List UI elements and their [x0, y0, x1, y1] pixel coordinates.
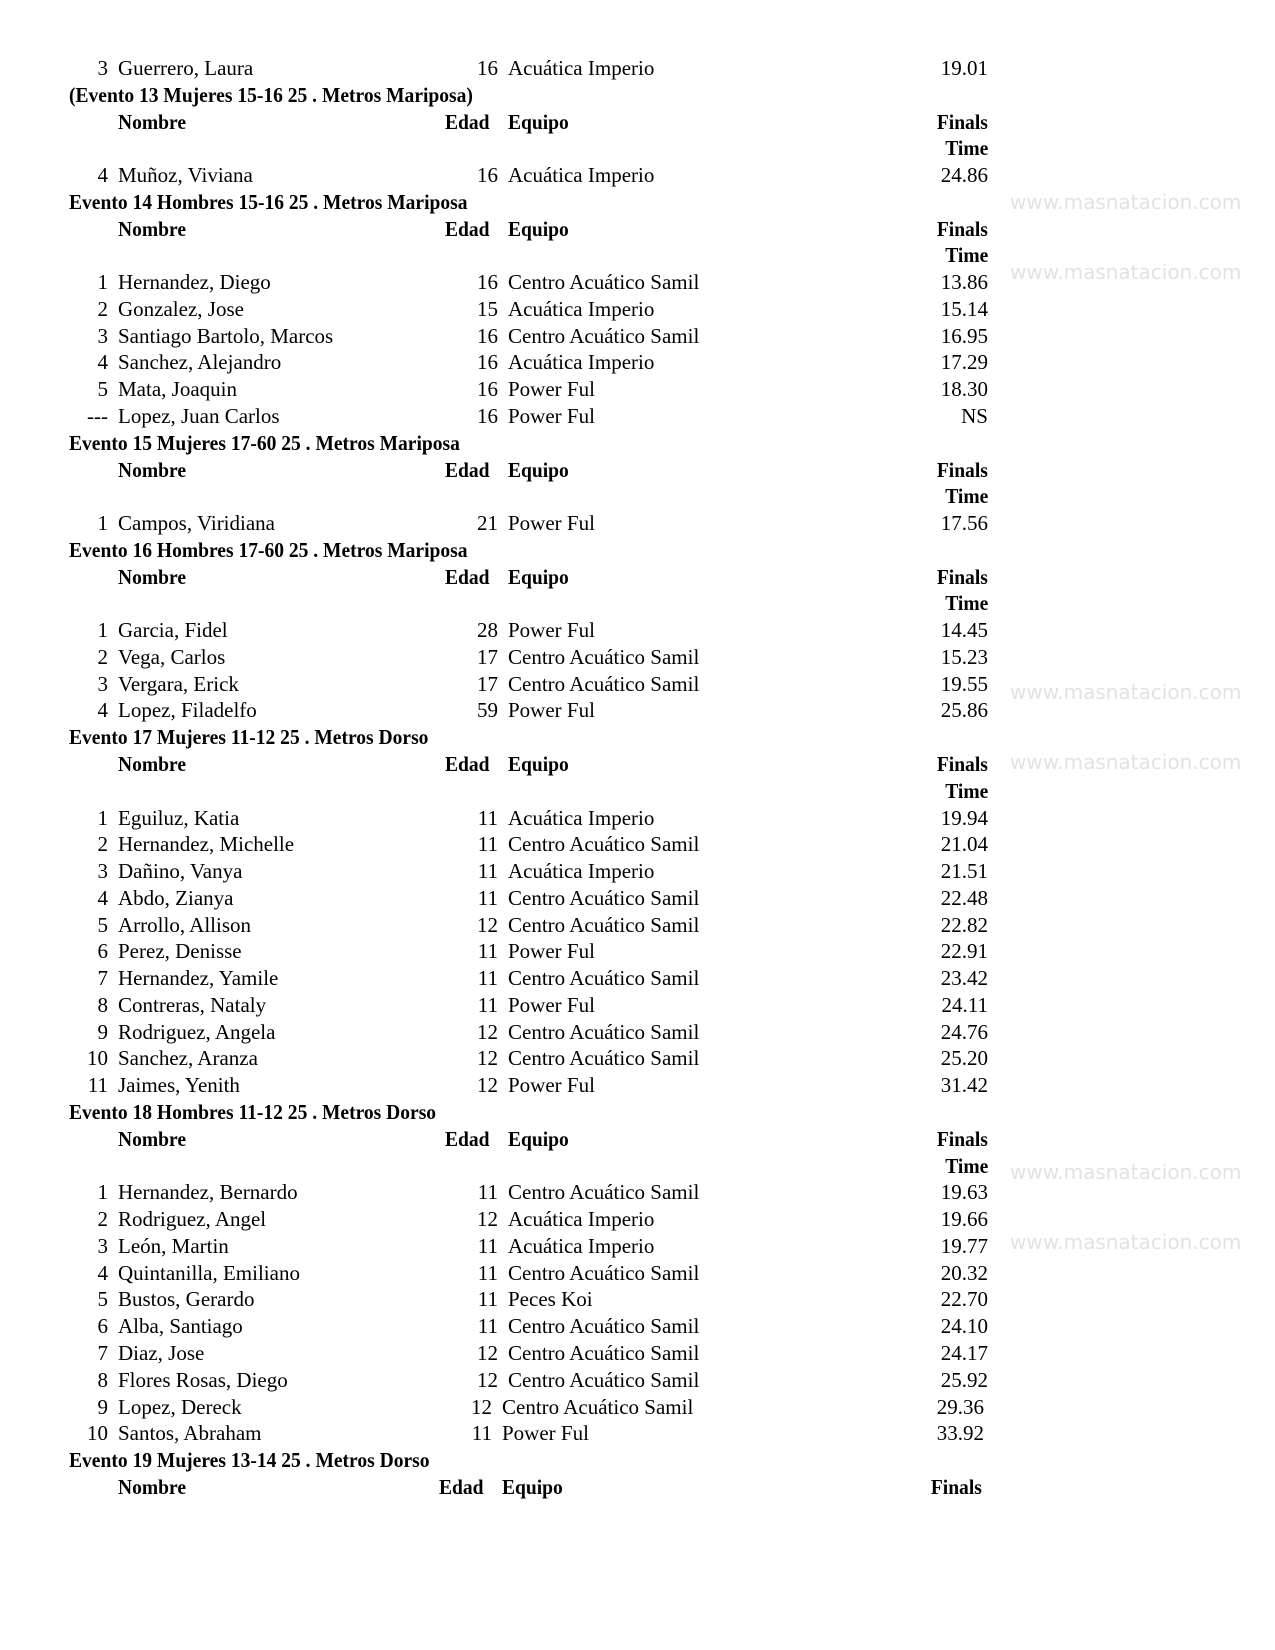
- finals-time: 15.23: [940, 644, 988, 669]
- header-time: Time: [944, 484, 988, 509]
- team: Acuática Imperio: [508, 1233, 655, 1258]
- team: Power Ful: [508, 618, 595, 643]
- finals-time: 17.29: [940, 350, 988, 375]
- age: 11: [477, 992, 498, 1017]
- finals-time: 17.56: [940, 511, 988, 536]
- place: 1: [97, 511, 108, 536]
- place: 10: [87, 1421, 108, 1446]
- place: 8: [97, 992, 108, 1017]
- finals-time: 19.63: [940, 1180, 988, 1205]
- column-header-time: [0, 135, 1000, 161]
- finals-time: 29.36: [936, 1394, 984, 1419]
- result-row: [0, 1206, 1000, 1232]
- age: 12: [477, 1046, 498, 1071]
- finals-time: 16.95: [940, 323, 988, 348]
- swimmer-name: Quintanilla, Emiliano: [118, 1260, 300, 1285]
- finals-time: 21.04: [940, 832, 988, 857]
- header-finals: Finals: [936, 752, 988, 777]
- header-age: Edad: [445, 109, 490, 134]
- age: 11: [477, 1287, 498, 1312]
- event-title-text: Evento 18 Hombres 11-12 25 . Metros Dorso: [69, 1100, 437, 1125]
- result-row: [0, 296, 1000, 322]
- age: 16: [477, 270, 498, 295]
- place: 2: [97, 1207, 108, 1232]
- finals-time: 25.86: [940, 698, 988, 723]
- column-header-time: [0, 242, 1000, 268]
- event-title: [0, 724, 1000, 750]
- swimmer-name: Lopez, Dereck: [118, 1394, 242, 1419]
- result-row: [0, 805, 1000, 831]
- age: 15: [477, 296, 498, 321]
- age: 11: [477, 1233, 498, 1258]
- place: 4: [97, 885, 108, 910]
- place: 10: [87, 1046, 108, 1071]
- result-row: [0, 1045, 1000, 1071]
- age: 16: [477, 350, 498, 375]
- result-row: [0, 938, 1000, 964]
- age: 11: [477, 859, 498, 884]
- age: 11: [477, 1314, 498, 1339]
- place: 5: [97, 912, 108, 937]
- age: 16: [477, 377, 498, 402]
- place: 3: [97, 323, 108, 348]
- place: 4: [97, 350, 108, 375]
- finals-time: 18.30: [940, 377, 988, 402]
- finals-time: 24.17: [940, 1340, 988, 1365]
- place: ---: [87, 404, 108, 428]
- header-team: Equipo: [508, 457, 569, 482]
- swimmer-name: León, Martin: [118, 1233, 229, 1258]
- swimmer-name: Rodriguez, Angela: [118, 1019, 276, 1044]
- finals-time: 24.76: [940, 1019, 988, 1044]
- place: 8: [97, 1367, 108, 1392]
- swimmer-name: Abdo, Zianya: [118, 885, 234, 910]
- age: 12: [477, 1340, 498, 1365]
- event-title: [0, 82, 1000, 108]
- age: 11: [477, 832, 498, 857]
- event-title: [0, 430, 1000, 456]
- team: Centro Acuático Samil: [508, 323, 700, 348]
- place: 3: [97, 859, 108, 884]
- place: 1: [97, 805, 108, 830]
- age: 17: [477, 644, 498, 669]
- team: Centro Acuático Samil: [508, 671, 700, 696]
- place: 1: [97, 1180, 108, 1205]
- team: Power Ful: [508, 698, 595, 723]
- finals-time: 21.51: [940, 859, 988, 884]
- header-age: Edad: [445, 457, 490, 482]
- age: 11: [471, 1421, 492, 1446]
- header-team: Equipo: [508, 216, 569, 241]
- finals-time: 19.55: [940, 671, 988, 696]
- result-row: [0, 1420, 1000, 1446]
- swimmer-name: Alba, Santiago: [118, 1314, 243, 1339]
- event-title-text: Evento 14 Hombres 15-16 25 . Metros Mariposa: [69, 189, 468, 214]
- age: 11: [477, 966, 498, 991]
- header-team: Equipo: [508, 1126, 569, 1151]
- place: 9: [97, 1394, 108, 1419]
- header-age: Edad: [445, 216, 490, 241]
- swimmer-name: Mata, Joaquin: [118, 377, 237, 402]
- header-team: Equipo: [502, 1474, 563, 1499]
- header-name: Nombre: [118, 109, 186, 134]
- age: 11: [477, 1180, 498, 1205]
- column-header: [0, 1474, 1000, 1500]
- place: 9: [97, 1019, 108, 1044]
- team: Centro Acuático Samil: [502, 1394, 694, 1419]
- age: 16: [477, 323, 498, 348]
- result-row: [0, 323, 1000, 349]
- result-row: [0, 403, 1000, 429]
- header-team: Equipo: [508, 564, 569, 589]
- age: 59: [477, 698, 498, 723]
- header-time: Time: [944, 1153, 988, 1178]
- column-header: [0, 457, 1000, 483]
- header-finals: Finals: [930, 1474, 982, 1499]
- result-row: [0, 1340, 1000, 1366]
- swimmer-name: Muñoz, Viviana: [118, 163, 253, 188]
- result-row: [0, 349, 1000, 375]
- watermark: www.masnatacion.com: [1010, 190, 1242, 214]
- header-finals: Finals: [936, 564, 988, 589]
- place: 11: [87, 1073, 108, 1098]
- swimmer-name: Gonzalez, Jose: [118, 296, 244, 321]
- result-row: [0, 1313, 1000, 1339]
- place: 2: [97, 296, 108, 321]
- column-header: [0, 564, 1000, 590]
- finals-time: 24.86: [940, 163, 988, 188]
- place: 2: [97, 644, 108, 669]
- watermark: www.masnatacion.com: [1010, 1160, 1242, 1184]
- swimmer-name: Diaz, Jose: [118, 1340, 205, 1365]
- team: Centro Acuático Samil: [508, 885, 700, 910]
- place: 7: [97, 966, 108, 991]
- result-row: [0, 1233, 1000, 1259]
- swimmer-name: Vega, Carlos: [118, 644, 226, 669]
- age: 12: [477, 1207, 498, 1232]
- team: Acuática Imperio: [508, 163, 655, 188]
- header-team: Equipo: [508, 752, 569, 777]
- team: Centro Acuático Samil: [508, 1340, 700, 1365]
- place: 1: [97, 618, 108, 643]
- result-row: [0, 1286, 1000, 1312]
- result-row: [0, 831, 1000, 857]
- age: 11: [477, 1260, 498, 1285]
- finals-time: 25.92: [940, 1367, 988, 1392]
- team: Power Ful: [502, 1421, 589, 1446]
- header-age: Edad: [445, 752, 490, 777]
- team: Centro Acuático Samil: [508, 1314, 700, 1339]
- result-row: [0, 671, 1000, 697]
- age: 16: [477, 404, 498, 428]
- team: Acuática Imperio: [508, 1207, 655, 1232]
- team: Centro Acuático Samil: [508, 966, 700, 991]
- team: Centro Acuático Samil: [508, 1260, 700, 1285]
- swimmer-name: Arrollo, Allison: [118, 912, 252, 937]
- header-time: Time: [944, 591, 988, 616]
- team: Power Ful: [508, 992, 595, 1017]
- result-row: [0, 1260, 1000, 1286]
- finals-time: NS: [961, 404, 988, 428]
- team: Centro Acuático Samil: [508, 1180, 700, 1205]
- team: Acuática Imperio: [508, 296, 655, 321]
- team: Centro Acuático Samil: [508, 832, 700, 857]
- event-title: [0, 537, 1000, 563]
- result-row: [0, 55, 1000, 81]
- swimmer-name: Hernandez, Bernardo: [118, 1180, 298, 1205]
- event-title-text: Evento 19 Mujeres 13-14 25 . Metros Dorso: [69, 1448, 430, 1473]
- finals-time: 19.01: [940, 56, 988, 80]
- finals-time: 25.20: [940, 1046, 988, 1071]
- result-row: [0, 1394, 1000, 1420]
- header-name: Nombre: [118, 216, 186, 241]
- swimmer-name: Garcia, Fidel: [118, 618, 228, 643]
- team: Centro Acuático Samil: [508, 644, 700, 669]
- header-age: Edad: [445, 564, 490, 589]
- swimmer-name: Sanchez, Alejandro: [118, 350, 282, 375]
- team: Acuática Imperio: [508, 350, 655, 375]
- finals-time: 24.11: [941, 992, 988, 1017]
- age: 28: [477, 618, 498, 643]
- swimmer-name: Vergara, Erick: [118, 671, 239, 696]
- result-row: [0, 992, 1000, 1018]
- result-row: [0, 510, 1000, 536]
- age: 12: [471, 1394, 492, 1419]
- finals-time: 20.32: [940, 1260, 988, 1285]
- result-row: [0, 1072, 1000, 1098]
- swimmer-name: Lopez, Filadelfo: [118, 698, 257, 723]
- age: 16: [477, 56, 498, 80]
- swimmer-name: Lopez, Juan Carlos: [118, 404, 280, 428]
- finals-time: 22.70: [940, 1287, 988, 1312]
- place: 1: [97, 270, 108, 295]
- header-finals: Finals: [936, 216, 988, 241]
- result-row: [0, 965, 1000, 991]
- header-team: Equipo: [508, 109, 569, 134]
- swimmer-name: Hernandez, Diego: [118, 270, 271, 295]
- header-time: Time: [944, 243, 988, 268]
- header-name: Nombre: [118, 1474, 186, 1499]
- team: Centro Acuático Samil: [508, 1019, 700, 1044]
- header-finals: Finals: [936, 457, 988, 482]
- place: 5: [97, 377, 108, 402]
- swimmer-name: Guerrero, Laura: [118, 56, 254, 80]
- watermark: www.masnatacion.com: [1010, 260, 1242, 284]
- column-header-time: [0, 778, 1000, 804]
- header-finals: Finals: [936, 1126, 988, 1151]
- swimmer-name: Perez, Denisse: [118, 939, 242, 964]
- column-header: [0, 751, 1000, 777]
- event-title-text: Evento 17 Mujeres 11-12 25 . Metros Dorso: [69, 725, 429, 750]
- age: 12: [477, 912, 498, 937]
- team: Power Ful: [508, 377, 595, 402]
- finals-time: 19.94: [940, 805, 988, 830]
- swimmer-name: Rodriguez, Angel: [118, 1207, 267, 1232]
- column-header: [0, 1126, 1000, 1152]
- team: Centro Acuático Samil: [508, 1367, 700, 1392]
- place: 3: [97, 671, 108, 696]
- swimmer-name: Contreras, Nataly: [118, 992, 267, 1017]
- event-title-text: Evento 15 Mujeres 17-60 25 . Metros Mariposa: [69, 430, 460, 455]
- swimmer-name: Santiago Bartolo, Marcos: [118, 323, 334, 348]
- swimmer-name: Bustos, Gerardo: [118, 1287, 255, 1312]
- result-row: [0, 697, 1000, 723]
- age: 11: [477, 885, 498, 910]
- header-name: Nombre: [118, 1126, 186, 1151]
- finals-time: 23.42: [940, 966, 988, 991]
- result-row: [0, 1019, 1000, 1045]
- swimmer-name: Hernandez, Michelle: [118, 832, 295, 857]
- swimmer-name: Jaimes, Yenith: [118, 1073, 240, 1098]
- result-row: [0, 617, 1000, 643]
- swimmer-name: Eguiluz, Katia: [118, 805, 240, 830]
- header-name: Nombre: [118, 564, 186, 589]
- finals-time: 15.14: [940, 296, 988, 321]
- age: 11: [477, 805, 498, 830]
- team: Power Ful: [508, 511, 595, 536]
- event-title: [0, 1099, 1000, 1125]
- team: Acuática Imperio: [508, 56, 655, 80]
- column-header-time: [0, 483, 1000, 509]
- column-header: [0, 216, 1000, 242]
- header-age: Edad: [439, 1474, 484, 1499]
- age: 17: [477, 671, 498, 696]
- column-header-time: [0, 1153, 1000, 1179]
- watermark: www.masnatacion.com: [1010, 680, 1242, 704]
- result-row: [0, 1179, 1000, 1205]
- finals-time: 22.82: [940, 912, 988, 937]
- event-title-text: (Evento 13 Mujeres 15-16 25 . Metros Mariposa): [69, 82, 473, 107]
- team: Acuática Imperio: [508, 805, 655, 830]
- swimmer-name: Hernandez, Yamile: [118, 966, 279, 991]
- result-row: [0, 162, 1000, 188]
- place: 3: [97, 1233, 108, 1258]
- age: 16: [477, 163, 498, 188]
- team: Power Ful: [508, 404, 595, 428]
- place: 4: [97, 163, 108, 188]
- result-row: [0, 858, 1000, 884]
- event-title-text: Evento 16 Hombres 17-60 25 . Metros Mariposa: [69, 537, 468, 562]
- header-time: Time: [944, 778, 988, 803]
- place: 6: [97, 939, 108, 964]
- finals-time: 24.10: [940, 1314, 988, 1339]
- result-row: [0, 912, 1000, 938]
- watermark: www.masnatacion.com: [1010, 1230, 1242, 1254]
- result-row: [0, 1367, 1000, 1393]
- swimmer-name: Sanchez, Aranza: [118, 1046, 258, 1071]
- team: Centro Acuático Samil: [508, 270, 700, 295]
- finals-time: 19.66: [940, 1207, 988, 1232]
- watermark: www.masnatacion.com: [1010, 750, 1242, 774]
- swimmer-name: Flores Rosas, Diego: [118, 1367, 288, 1392]
- age: 12: [477, 1073, 498, 1098]
- team: Centro Acuático Samil: [508, 1046, 700, 1071]
- place: 2: [97, 832, 108, 857]
- finals-time: 13.86: [940, 270, 988, 295]
- team: Centro Acuático Samil: [508, 912, 700, 937]
- finals-time: 19.77: [940, 1233, 988, 1258]
- finals-time: 14.45: [940, 618, 988, 643]
- result-row: [0, 376, 1000, 402]
- result-row: [0, 885, 1000, 911]
- age: 12: [477, 1367, 498, 1392]
- event-title: [0, 189, 1000, 215]
- team: Acuática Imperio: [508, 859, 655, 884]
- swimmer-name: Campos, Viridiana: [118, 511, 275, 536]
- header-time: Time: [944, 136, 988, 161]
- swimmer-name: Santos, Abraham: [118, 1421, 262, 1446]
- finals-time: 22.48: [940, 885, 988, 910]
- column-header: [0, 109, 1000, 135]
- team: Peces Koi: [508, 1287, 593, 1312]
- finals-time: 22.91: [940, 939, 988, 964]
- place: 4: [97, 1260, 108, 1285]
- team: Power Ful: [508, 1073, 595, 1098]
- age: 21: [477, 511, 498, 536]
- header-name: Nombre: [118, 457, 186, 482]
- result-row: [0, 269, 1000, 295]
- result-row: [0, 644, 1000, 670]
- team: Power Ful: [508, 939, 595, 964]
- header-name: Nombre: [118, 752, 186, 777]
- age: 11: [477, 939, 498, 964]
- place: 3: [97, 56, 108, 80]
- event-title: [0, 1447, 1000, 1473]
- place: 6: [97, 1314, 108, 1339]
- column-header-time: [0, 590, 1000, 616]
- place: 5: [97, 1287, 108, 1312]
- finals-time: 33.92: [936, 1421, 984, 1446]
- finals-time: 31.42: [940, 1073, 988, 1098]
- swimmer-name: Dañino, Vanya: [118, 859, 243, 884]
- age: 12: [477, 1019, 498, 1044]
- place: 4: [97, 698, 108, 723]
- header-finals: Finals: [936, 109, 988, 134]
- header-age: Edad: [445, 1126, 490, 1151]
- place: 7: [97, 1340, 108, 1365]
